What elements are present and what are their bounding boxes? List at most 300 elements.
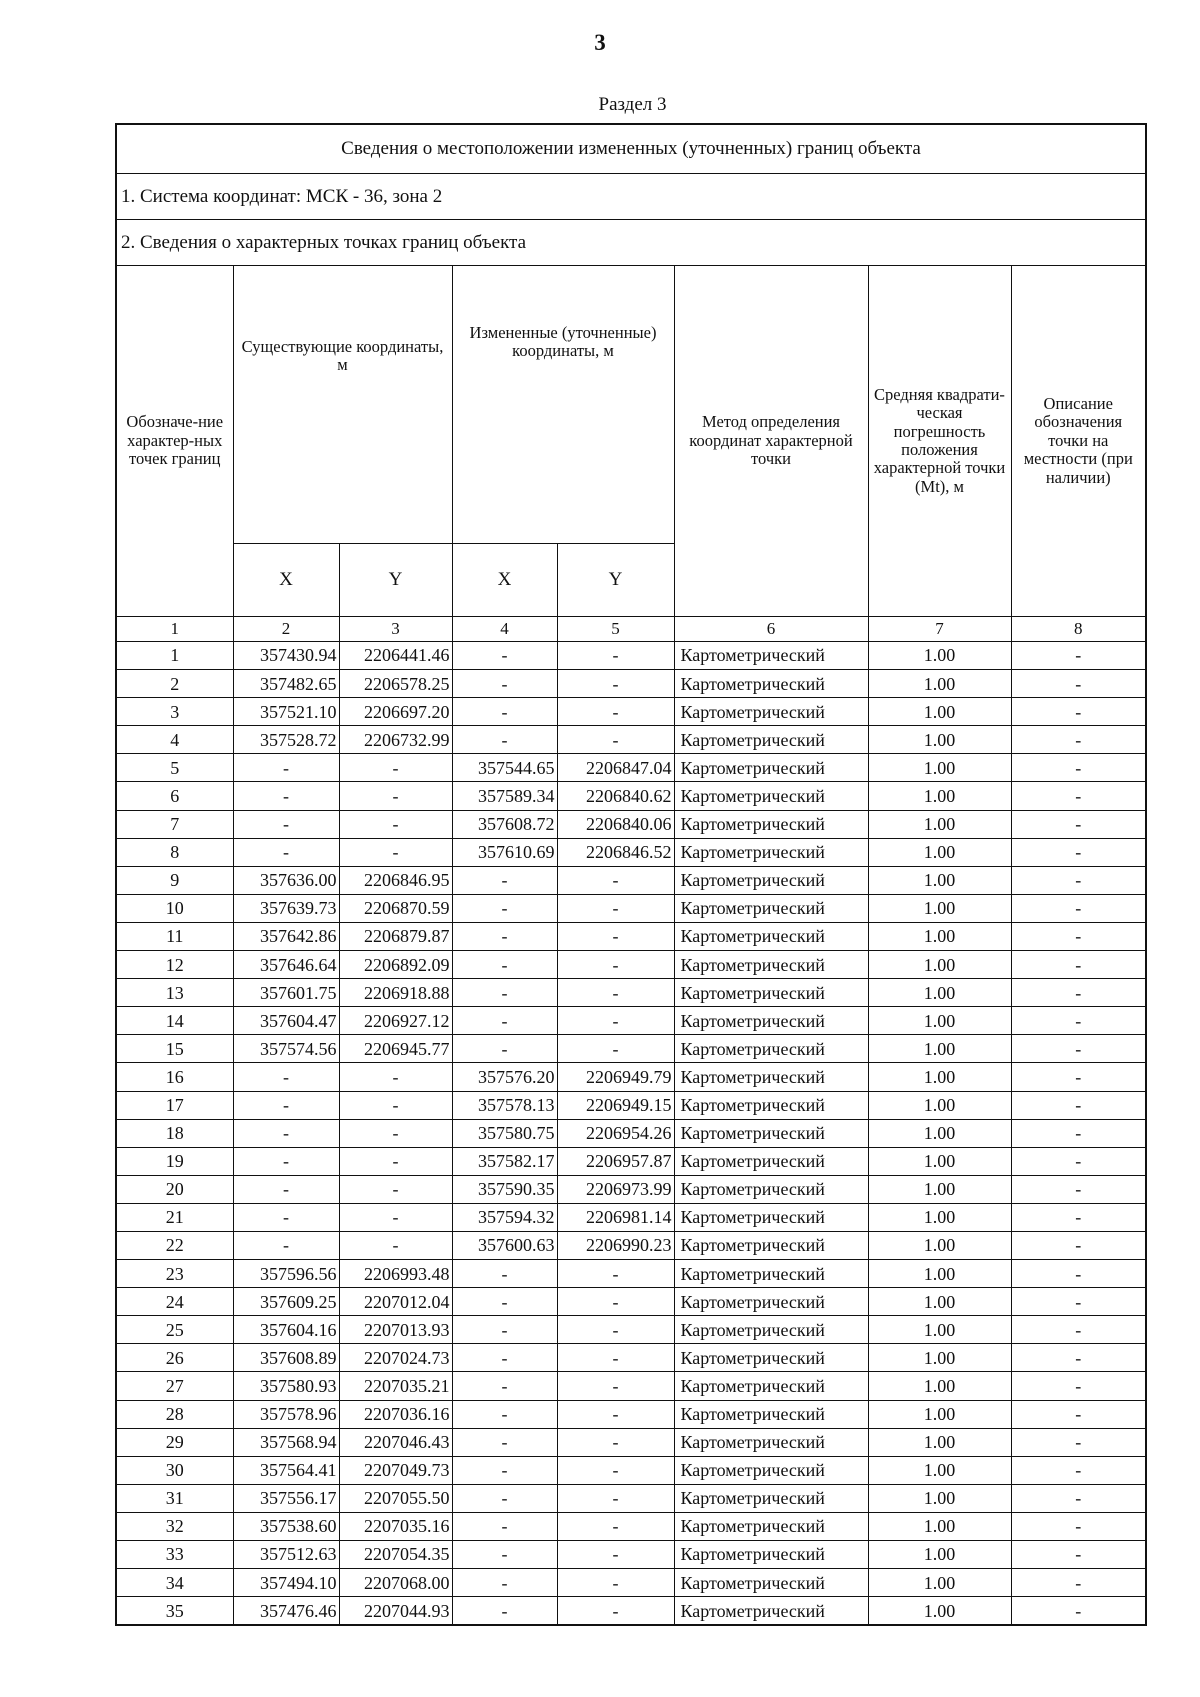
existing-x-cell: 357639.73 — [233, 894, 339, 922]
table-body — [116, 642, 1146, 1626]
existing-y-cell: 2207055.50 — [339, 1484, 452, 1512]
description-cell: - — [1011, 1119, 1146, 1147]
description-cell: - — [1011, 1484, 1146, 1512]
changed-y-cell: - — [557, 1316, 674, 1344]
existing-x-cell: 357636.00 — [233, 866, 339, 894]
method-cell: Картометрический — [674, 698, 868, 726]
point-number-cell: 10 — [116, 894, 233, 922]
coord-system-row: 1. Система координат: МСК - 36, зона 2 — [116, 174, 1146, 220]
description-cell: - — [1011, 1400, 1146, 1428]
error-cell: 1.00 — [868, 1063, 1011, 1091]
existing-x-cell: - — [233, 1175, 339, 1203]
changed-y-cell: - — [557, 922, 674, 950]
error-cell: 1.00 — [868, 1203, 1011, 1231]
error-cell: 1.00 — [868, 810, 1011, 838]
point-number-cell: 31 — [116, 1484, 233, 1512]
table-row — [116, 726, 1146, 754]
changed-x-cell: - — [452, 698, 557, 726]
point-number-cell: 33 — [116, 1541, 233, 1569]
description-cell: - — [1011, 1147, 1146, 1175]
changed-y-cell: - — [557, 1569, 674, 1597]
changed-y-cell: - — [557, 726, 674, 754]
changed-y-cell: 2206840.62 — [557, 782, 674, 810]
error-cell: 1.00 — [868, 1400, 1011, 1428]
method-cell: Картометрический — [674, 1175, 868, 1203]
error-cell: 1.00 — [868, 1484, 1011, 1512]
changed-x-cell: 357576.20 — [452, 1063, 557, 1091]
existing-x-cell: 357476.46 — [233, 1597, 339, 1626]
point-number-cell: 35 — [116, 1597, 233, 1626]
changed-x-cell: - — [452, 1316, 557, 1344]
point-number-cell: 34 — [116, 1569, 233, 1597]
error-cell: 1.00 — [868, 922, 1011, 950]
method-cell: Картометрический — [674, 642, 868, 670]
changed-x-cell: 357544.65 — [452, 754, 557, 782]
error-cell: 1.00 — [868, 1119, 1011, 1147]
changed-x-cell: - — [452, 951, 557, 979]
header-changed-x: X — [452, 544, 557, 617]
description-cell: - — [1011, 726, 1146, 754]
column-number: 5 — [557, 617, 674, 642]
existing-y-cell: - — [339, 1063, 452, 1091]
changed-y-cell: - — [557, 1007, 674, 1035]
table-row — [116, 1372, 1146, 1400]
changed-x-cell: 357600.63 — [452, 1231, 557, 1259]
point-number-cell: 2 — [116, 670, 233, 698]
changed-y-cell: 2206846.52 — [557, 838, 674, 866]
table-row — [116, 1400, 1146, 1428]
existing-y-cell: - — [339, 1119, 452, 1147]
changed-x-cell: - — [452, 1484, 557, 1512]
existing-x-cell: 357596.56 — [233, 1260, 339, 1288]
method-cell: Картометрический — [674, 866, 868, 894]
existing-x-cell: 357556.17 — [233, 1484, 339, 1512]
existing-y-cell: - — [339, 1175, 452, 1203]
existing-x-cell: 357521.10 — [233, 698, 339, 726]
changed-y-cell: - — [557, 866, 674, 894]
point-number-cell: 5 — [116, 754, 233, 782]
description-cell: - — [1011, 810, 1146, 838]
table-row — [116, 1484, 1146, 1512]
error-cell: 1.00 — [868, 642, 1011, 670]
changed-x-cell: 357580.75 — [452, 1119, 557, 1147]
table-row — [116, 754, 1146, 782]
error-cell: 1.00 — [868, 866, 1011, 894]
error-cell: 1.00 — [868, 1372, 1011, 1400]
existing-y-cell: - — [339, 754, 452, 782]
table-row — [116, 1175, 1146, 1203]
table-row — [116, 642, 1146, 670]
changed-y-cell: - — [557, 670, 674, 698]
description-cell: - — [1011, 1007, 1146, 1035]
existing-x-cell: 357604.47 — [233, 1007, 339, 1035]
changed-y-cell: - — [557, 1541, 674, 1569]
existing-x-cell: 357564.41 — [233, 1456, 339, 1484]
existing-x-cell: 357580.93 — [233, 1372, 339, 1400]
error-cell: 1.00 — [868, 1035, 1011, 1063]
table-row — [116, 1203, 1146, 1231]
column-number: 7 — [868, 617, 1011, 642]
changed-y-cell: - — [557, 1484, 674, 1512]
method-cell: Картометрический — [674, 1512, 868, 1540]
error-cell: 1.00 — [868, 1175, 1011, 1203]
description-cell: - — [1011, 1569, 1146, 1597]
point-number-cell: 13 — [116, 979, 233, 1007]
table-row — [116, 810, 1146, 838]
changed-y-cell: - — [557, 1456, 674, 1484]
existing-y-cell: 2207049.73 — [339, 1456, 452, 1484]
table-row — [116, 670, 1146, 698]
point-number-cell: 26 — [116, 1344, 233, 1372]
existing-y-cell: - — [339, 1203, 452, 1231]
point-number-cell: 12 — [116, 951, 233, 979]
changed-x-cell: - — [452, 866, 557, 894]
changed-y-cell: - — [557, 1260, 674, 1288]
error-cell: 1.00 — [868, 670, 1011, 698]
method-cell: Картометрический — [674, 1400, 868, 1428]
table-row — [116, 866, 1146, 894]
error-cell: 1.00 — [868, 1007, 1011, 1035]
existing-x-cell: 357609.25 — [233, 1288, 339, 1316]
existing-y-cell: - — [339, 782, 452, 810]
existing-x-cell: - — [233, 1147, 339, 1175]
changed-y-cell: - — [557, 894, 674, 922]
existing-y-cell: 2207012.04 — [339, 1288, 452, 1316]
method-cell: Картометрический — [674, 951, 868, 979]
error-cell: 1.00 — [868, 1541, 1011, 1569]
header-existing: Существующие координаты, м — [233, 266, 452, 544]
description-cell: - — [1011, 670, 1146, 698]
error-cell: 1.00 — [868, 782, 1011, 810]
point-number-cell: 28 — [116, 1400, 233, 1428]
changed-x-cell: - — [452, 670, 557, 698]
error-cell: 1.00 — [868, 1288, 1011, 1316]
existing-y-cell: 2207013.93 — [339, 1316, 452, 1344]
method-cell: Картометрический — [674, 1372, 868, 1400]
existing-x-cell: 357574.56 — [233, 1035, 339, 1063]
existing-y-cell: 2206732.99 — [339, 726, 452, 754]
method-cell: Картометрический — [674, 1597, 868, 1626]
changed-x-cell: - — [452, 1344, 557, 1372]
point-number-cell: 29 — [116, 1428, 233, 1456]
description-cell: - — [1011, 1288, 1146, 1316]
boundary-points-table — [115, 123, 1147, 1626]
existing-y-cell: 2206927.12 — [339, 1007, 452, 1035]
changed-y-cell: 2206981.14 — [557, 1203, 674, 1231]
existing-x-cell: 357512.63 — [233, 1541, 339, 1569]
point-number-cell: 20 — [116, 1175, 233, 1203]
changed-x-cell: - — [452, 1400, 557, 1428]
description-cell: - — [1011, 754, 1146, 782]
method-cell: Картометрический — [674, 1569, 868, 1597]
error-cell: 1.00 — [868, 1597, 1011, 1626]
point-number-cell: 3 — [116, 698, 233, 726]
point-number-cell: 14 — [116, 1007, 233, 1035]
method-cell: Картометрический — [674, 1147, 868, 1175]
error-cell: 1.00 — [868, 1428, 1011, 1456]
changed-x-cell: - — [452, 1512, 557, 1540]
column-number: 6 — [674, 617, 868, 642]
changed-y-cell: - — [557, 979, 674, 1007]
method-cell: Картометрический — [674, 838, 868, 866]
existing-x-cell: - — [233, 782, 339, 810]
existing-x-cell: 357646.64 — [233, 951, 339, 979]
changed-y-cell: 2206954.26 — [557, 1119, 674, 1147]
point-number-cell: 21 — [116, 1203, 233, 1231]
error-cell: 1.00 — [868, 1231, 1011, 1259]
existing-x-cell: 357528.72 — [233, 726, 339, 754]
changed-y-cell: - — [557, 1344, 674, 1372]
table-row — [116, 1541, 1146, 1569]
existing-x-cell: 357642.86 — [233, 922, 339, 950]
existing-y-cell: - — [339, 1231, 452, 1259]
method-cell: Картометрический — [674, 670, 868, 698]
changed-x-cell: 357582.17 — [452, 1147, 557, 1175]
point-number-cell: 17 — [116, 1091, 233, 1119]
point-number-cell: 16 — [116, 1063, 233, 1091]
changed-x-cell: 357608.72 — [452, 810, 557, 838]
changed-x-cell: - — [452, 922, 557, 950]
existing-x-cell: - — [233, 1203, 339, 1231]
column-number: 8 — [1011, 617, 1146, 642]
method-cell: Картометрический — [674, 782, 868, 810]
error-cell: 1.00 — [868, 1147, 1011, 1175]
description-cell: - — [1011, 866, 1146, 894]
changed-y-cell: 2206957.87 — [557, 1147, 674, 1175]
error-cell: 1.00 — [868, 698, 1011, 726]
description-cell: - — [1011, 1597, 1146, 1626]
existing-x-cell: - — [233, 1119, 339, 1147]
existing-y-cell: 2206441.46 — [339, 642, 452, 670]
error-cell: 1.00 — [868, 1569, 1011, 1597]
header-changed-y: Y — [557, 544, 674, 617]
existing-y-cell: 2206578.25 — [339, 670, 452, 698]
changed-x-cell: - — [452, 726, 557, 754]
changed-x-cell: - — [452, 1035, 557, 1063]
point-number-cell: 15 — [116, 1035, 233, 1063]
method-cell: Картометрический — [674, 1007, 868, 1035]
existing-x-cell: 357568.94 — [233, 1428, 339, 1456]
description-cell: - — [1011, 838, 1146, 866]
existing-y-cell: 2207068.00 — [339, 1569, 452, 1597]
error-cell: 1.00 — [868, 1512, 1011, 1540]
point-number-cell: 22 — [116, 1231, 233, 1259]
table-row — [116, 1147, 1146, 1175]
header-changed: Измененные (уточненные) координаты, м — [452, 266, 674, 544]
method-cell: Картометрический — [674, 1484, 868, 1512]
error-cell: 1.00 — [868, 1316, 1011, 1344]
description-cell: - — [1011, 1175, 1146, 1203]
point-number-cell: 4 — [116, 726, 233, 754]
existing-x-cell: - — [233, 754, 339, 782]
changed-x-cell: - — [452, 642, 557, 670]
changed-y-cell: 2206949.79 — [557, 1063, 674, 1091]
changed-y-cell: 2206990.23 — [557, 1231, 674, 1259]
description-cell: - — [1011, 698, 1146, 726]
existing-y-cell: 2207044.93 — [339, 1597, 452, 1626]
description-cell: - — [1011, 1260, 1146, 1288]
point-number-cell: 6 — [116, 782, 233, 810]
table-row — [116, 1260, 1146, 1288]
table-row — [116, 1344, 1146, 1372]
header-method: Метод определения координат характерной точки — [674, 266, 868, 617]
changed-x-cell: - — [452, 1456, 557, 1484]
table-row — [116, 1512, 1146, 1540]
changed-y-cell: 2206949.15 — [557, 1091, 674, 1119]
error-cell: 1.00 — [868, 1344, 1011, 1372]
changed-x-cell: - — [452, 1597, 557, 1626]
existing-x-cell: - — [233, 810, 339, 838]
existing-x-cell: 357482.65 — [233, 670, 339, 698]
changed-x-cell: - — [452, 979, 557, 1007]
table-row — [116, 894, 1146, 922]
table-row — [116, 1316, 1146, 1344]
table-row — [116, 698, 1146, 726]
table-row — [116, 782, 1146, 810]
existing-y-cell: 2206918.88 — [339, 979, 452, 1007]
description-cell: - — [1011, 782, 1146, 810]
changed-x-cell: - — [452, 1428, 557, 1456]
changed-y-cell: - — [557, 1428, 674, 1456]
description-cell: - — [1011, 1541, 1146, 1569]
changed-x-cell: - — [452, 1541, 557, 1569]
point-number-cell: 11 — [116, 922, 233, 950]
table-title: Сведения о местоположении измененных (уточненных) границ объекта — [116, 124, 1146, 174]
existing-y-cell: 2206870.59 — [339, 894, 452, 922]
table-row — [116, 1007, 1146, 1035]
description-cell: - — [1011, 1231, 1146, 1259]
existing-y-cell: - — [339, 1091, 452, 1119]
column-number: 3 — [339, 617, 452, 642]
error-cell: 1.00 — [868, 979, 1011, 1007]
changed-x-cell: - — [452, 1260, 557, 1288]
changed-y-cell: - — [557, 1288, 674, 1316]
table-row — [116, 1119, 1146, 1147]
existing-y-cell: 2206697.20 — [339, 698, 452, 726]
description-cell: - — [1011, 1203, 1146, 1231]
changed-y-cell: - — [557, 1512, 674, 1540]
description-cell: - — [1011, 1428, 1146, 1456]
column-number: 2 — [233, 617, 339, 642]
description-cell: - — [1011, 1456, 1146, 1484]
table-row — [116, 1035, 1146, 1063]
point-number-cell: 32 — [116, 1512, 233, 1540]
existing-y-cell: 2207046.43 — [339, 1428, 452, 1456]
existing-y-cell: - — [339, 838, 452, 866]
existing-x-cell: 357430.94 — [233, 642, 339, 670]
method-cell: Картометрический — [674, 894, 868, 922]
existing-y-cell: 2207035.21 — [339, 1372, 452, 1400]
table-row — [116, 1428, 1146, 1456]
method-cell: Картометрический — [674, 810, 868, 838]
error-cell: 1.00 — [868, 838, 1011, 866]
existing-x-cell: - — [233, 838, 339, 866]
method-cell: Картометрический — [674, 1288, 868, 1316]
existing-x-cell: 357494.10 — [233, 1569, 339, 1597]
error-cell: 1.00 — [868, 1091, 1011, 1119]
changed-x-cell: 357610.69 — [452, 838, 557, 866]
method-cell: Картометрический — [674, 979, 868, 1007]
point-number-cell: 18 — [116, 1119, 233, 1147]
table-row — [116, 1456, 1146, 1484]
point-number-cell: 8 — [116, 838, 233, 866]
existing-x-cell: 357538.60 — [233, 1512, 339, 1540]
description-cell: - — [1011, 1091, 1146, 1119]
changed-y-cell: - — [557, 951, 674, 979]
existing-y-cell: - — [339, 810, 452, 838]
method-cell: Картометрический — [674, 1456, 868, 1484]
changed-x-cell: - — [452, 1372, 557, 1400]
existing-y-cell: 2207054.35 — [339, 1541, 452, 1569]
header-point: Обозначе-ние характер-ных точек границ — [116, 266, 233, 617]
changed-y-cell: - — [557, 1597, 674, 1626]
point-number-cell: 1 — [116, 642, 233, 670]
column-number: 1 — [116, 617, 233, 642]
existing-y-cell: - — [339, 1147, 452, 1175]
table-row — [116, 1597, 1146, 1626]
method-cell: Картометрический — [674, 1119, 868, 1147]
method-cell: Картометрический — [674, 1231, 868, 1259]
existing-x-cell: 357578.96 — [233, 1400, 339, 1428]
description-cell: - — [1011, 951, 1146, 979]
changed-y-cell: 2206973.99 — [557, 1175, 674, 1203]
existing-y-cell: 2206892.09 — [339, 951, 452, 979]
existing-y-cell: 2207035.16 — [339, 1512, 452, 1540]
table-row — [116, 922, 1146, 950]
header-existing-y: Y — [339, 544, 452, 617]
existing-x-cell: 357608.89 — [233, 1344, 339, 1372]
point-number-cell: 25 — [116, 1316, 233, 1344]
changed-y-cell: - — [557, 698, 674, 726]
table-row — [116, 979, 1146, 1007]
method-cell: Картометрический — [674, 1316, 868, 1344]
changed-x-cell: - — [452, 1569, 557, 1597]
changed-y-cell: 2206847.04 — [557, 754, 674, 782]
changed-y-cell: - — [557, 1372, 674, 1400]
method-cell: Картометрический — [674, 726, 868, 754]
changed-y-cell: 2206840.06 — [557, 810, 674, 838]
existing-x-cell: 357601.75 — [233, 979, 339, 1007]
table-row — [116, 1091, 1146, 1119]
existing-y-cell: 2206846.95 — [339, 866, 452, 894]
changed-x-cell: 357578.13 — [452, 1091, 557, 1119]
error-cell: 1.00 — [868, 951, 1011, 979]
point-number-cell: 30 — [116, 1456, 233, 1484]
existing-y-cell: 2206945.77 — [339, 1035, 452, 1063]
method-cell: Картометрический — [674, 1063, 868, 1091]
table-row — [116, 1569, 1146, 1597]
existing-y-cell: 2206879.87 — [339, 922, 452, 950]
description-cell: - — [1011, 642, 1146, 670]
existing-x-cell: 357604.16 — [233, 1316, 339, 1344]
method-cell: Картометрический — [674, 1260, 868, 1288]
description-cell: - — [1011, 979, 1146, 1007]
table-row — [116, 1063, 1146, 1091]
point-number-cell: 9 — [116, 866, 233, 894]
point-number-cell: 24 — [116, 1288, 233, 1316]
error-cell: 1.00 — [868, 894, 1011, 922]
method-cell: Картометрический — [674, 922, 868, 950]
header-error: Средняя квадрати-ческая погрешность положения характерной точки (Mt), м — [868, 266, 1011, 617]
changed-x-cell: 357589.34 — [452, 782, 557, 810]
point-number-cell: 27 — [116, 1372, 233, 1400]
column-number: 4 — [452, 617, 557, 642]
table-row — [116, 1231, 1146, 1259]
error-cell: 1.00 — [868, 754, 1011, 782]
table-row — [116, 1288, 1146, 1316]
method-cell: Картометрический — [674, 1541, 868, 1569]
description-cell: - — [1011, 1063, 1146, 1091]
